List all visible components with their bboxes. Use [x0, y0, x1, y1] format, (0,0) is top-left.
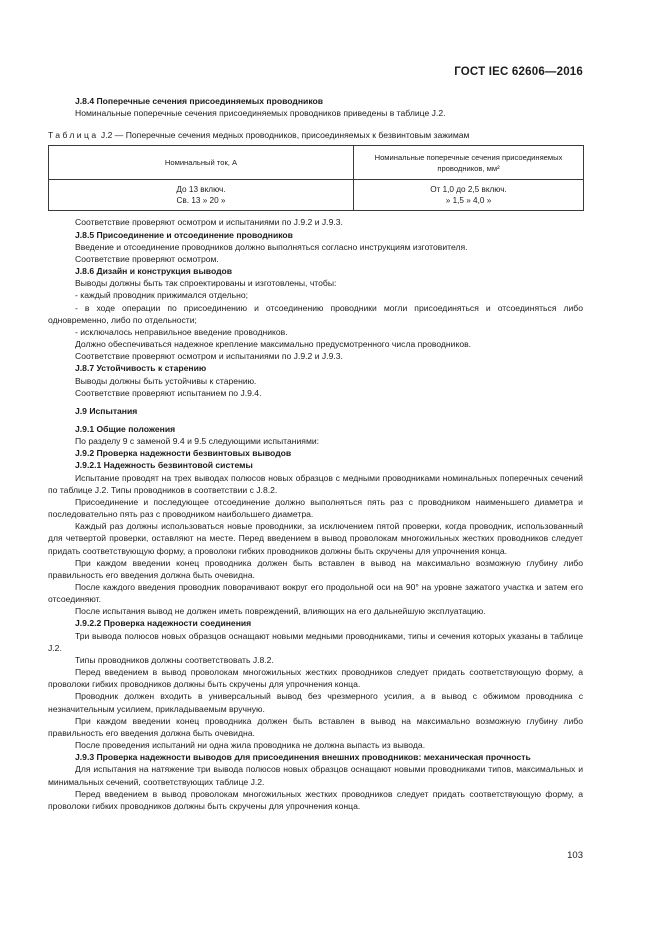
- standard-header: ГОСТ IEC 62606—2016: [454, 66, 583, 78]
- paragraph: Испытание проводят на трех выводах полюсов новых образцов с медными проводниками номинальных поперечных сечений по таблице J.2. Типы проводников в соответствии с J.8.2.: [48, 472, 583, 495]
- table-cell-value: » 1,5 » 4,0 »: [445, 196, 492, 206]
- paragraph: Проводник должен входить в универсальный вывод без чрезмерного усилия, а в вывод с обжимом проводника с незначительным усилием, прикладываемым вручную.: [48, 691, 583, 714]
- section-heading: J.9.1 Общие положения: [75, 423, 176, 434]
- paragraph: Три вывода полюсов новых образцов оснащают новыми медными проводниками, типы и сечения которых указаны в таблице J.2.: [48, 630, 583, 653]
- table-caption: [48, 129, 583, 141]
- section-heading: J.8.6 Дизайн и конструкция выводов: [75, 266, 233, 277]
- section-heading: J.9.2.2 Проверка надежности соединения: [75, 618, 252, 629]
- table-header-cell: Номинальный ток, А: [49, 146, 354, 180]
- section-heading: J.9.2.1 Надежность безвинтовой системы: [75, 460, 253, 471]
- table-caption-text: J.2 — Поперечные сечения медных проводников, присоединяемых к безвинтовым зажимам: [100, 130, 470, 141]
- table-cell-current: [49, 180, 354, 211]
- paragraph: По разделу 9 с заменой 9.4 и 9.5 следующими испытаниями:: [75, 436, 320, 447]
- table-cell-value: До 13 включ.: [176, 185, 226, 195]
- table-header-cell: Номинальные поперечные сечения присоединяемых проводников, мм²: [354, 146, 584, 180]
- table-caption-prefix: Таблица: [48, 130, 99, 141]
- paragraph: Введение и отсоединение проводников должно выполняться согласно инструкциям изготовителя.: [75, 241, 468, 252]
- paragraph: Присоединение и последующее отсоединение должно выполняться пять раз с проводником наименьшего диаметра и последовательно пять раз с проводником наибольшего диаметра.: [48, 496, 583, 520]
- table-header-row: [49, 146, 584, 180]
- paragraph: Перед введением в вывод проволокам многожильных жестких проводников следует придать соответствующую форму, а проволоки гибких проводников должны быть скручены для упрочнения конца.: [48, 667, 583, 690]
- paragraph: Соответствие проверяют осмотром.: [75, 253, 219, 264]
- table-cell-value: От 1,0 до 2,5 включ.: [430, 185, 507, 195]
- paragraph: Для испытания на натяжение три вывода полюсов новых образцов оснащают новыми проводниками типов, максимальных и минимальных сечений, соответствующих таблице J.2.: [48, 764, 583, 787]
- paragraph: Соответствие проверяют осмотром и испытаниями по J.9.2 и J.9.3.: [75, 351, 343, 362]
- paragraph: Должно обеспечиваться надежное крепление максимально предусмотренного числа проводников.: [75, 339, 472, 350]
- table-row: [49, 180, 584, 211]
- list-item: - исключалось неправильное введение проводников.: [75, 326, 288, 337]
- paragraph: После каждого введения проводник поворачивают вокруг его продольной оси на 90° на уровне зажатого участка и затем его отсоединяют.: [48, 582, 583, 605]
- paragraph: При каждом введении конец проводника должен быть вставлен в вывод на максимально возможную глубину либо правильность его введения должна быть очевидна.: [48, 715, 583, 738]
- section-heading: J.9 Испытания: [75, 405, 138, 416]
- section-heading: J.9.3 Проверка надежности выводов для присоединения внешних проводников: механическая прочность: [75, 752, 531, 763]
- paragraph: Типы проводников должны соответствовать J.8.2.: [75, 654, 274, 665]
- section-heading: J.8.4 Поперечные сечения присоединяемых проводников: [75, 96, 324, 106]
- paragraph: После испытания вывод не должен иметь повреждений, влияющих на его дальнейшую эксплуатацию.: [75, 606, 486, 617]
- list-item: - каждый проводник прижимался отдельно;: [75, 290, 249, 301]
- conductor-cross-section-table: [48, 145, 584, 211]
- list-item: - в ходе операции по присоединению и отсоединению проводники могли присоединяться и отсоединяться либо одновременно, либо по отдельности;: [48, 302, 583, 325]
- paragraph: Выводы должны быть так спроектированы и изготовлены, чтобы:: [75, 278, 337, 289]
- paragraph: Каждый раз должны использоваться новые проводники, за исключением пятой проверки, когда проводник, использованный для четвертой проверки, оставляют на месте. Перед введением в вывод проволокам многожильных жестких проводников следует придать соответствующую форму, а проволоки гибких проводников должны быть скручены для упрочнения конца.: [48, 521, 583, 556]
- paragraph: Номинальные поперечные сечения присоединяемых проводников приведены в таблице J.2.: [75, 108, 446, 119]
- paragraph: Соответствие проверяют испытанием по J.9.4.: [75, 387, 262, 398]
- paragraph: Соответствие проверяют осмотром и испытаниями по J.9.2 и J.9.3.: [75, 217, 343, 228]
- paragraph: Выводы должны быть устойчивы к старению.: [75, 375, 257, 386]
- section-heading: J.9.2 Проверка надежности безвинтовых выводов: [75, 448, 292, 459]
- paragraph: При каждом введении конец проводника должен быть вставлен в вывод на максимально возможную глубину либо правильность его введения должна быть очевидна.: [48, 557, 583, 580]
- section-heading: J.8.7 Устойчивость к старению: [75, 363, 207, 374]
- table-cell-section: [354, 180, 584, 211]
- paragraph: Перед введением в вывод проволокам многожильных жестких проводников следует придать соответствующую форму, а проволоки гибких проводников должны быть скручены для упрочнения конца.: [48, 788, 583, 811]
- section-heading: J.8.5 Присоединение и отсоединение проводников: [75, 229, 293, 240]
- paragraph: После проведения испытаний ни одна жила проводника не должна выпасть из вывода.: [75, 740, 426, 751]
- table-cell-value: Св. 13 » 20 »: [176, 196, 226, 206]
- page-number: 103: [567, 850, 583, 861]
- page-body: [48, 95, 583, 812]
